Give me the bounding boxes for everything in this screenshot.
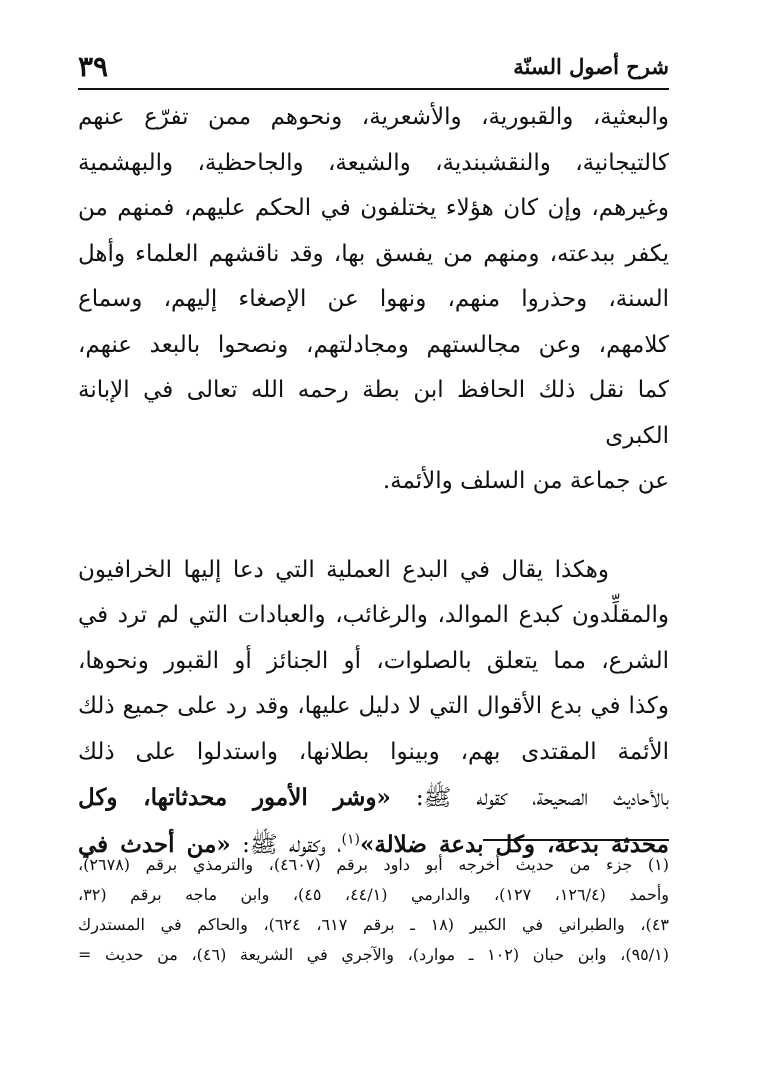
page-number: ٣٩ [78, 50, 109, 83]
footnote-line: وأحمد (١٢٦/٤، ١٢٧)، والدارمي (٤٤/١، ٤٥)، وابن ماجه برقم (٣٢، [78, 885, 670, 904]
text-line: عن جماعة من السلف والأئمة. [382, 468, 669, 494]
text-line: وغيرهم، وإن كان هؤلاء يختلفون في الحكم عليهم، فمنهم من [78, 195, 669, 221]
running-title: شرح أصول السنّة [513, 54, 669, 79]
footnote-line: (٩٥/١)، وابن حبان (١٠٢ ـ موارد)، والآجري في الشريعة (٤٦)، من حديث = [78, 945, 669, 964]
text-plain: بالأحاديث الصحيحة، كقوله ﷺ: [390, 785, 669, 811]
text-line: الشرع، مما يتعلق بالصلوات، أو الجنائز أو القبور ونحوها، [78, 647, 669, 674]
text-line [78, 775, 669, 822]
header-rule [78, 88, 669, 90]
text-line: السنة، وحذروا منهم، ونهوا عن الإصغاء إليهم، وسماع [78, 286, 669, 312]
hadith-quote: محدثة بدعة، وكل بدعة ضلالة» [359, 830, 669, 858]
hadith-quote: «وشر الأمور محدثاتها، وكل [78, 784, 391, 811]
footnote-line: (١) جزء من حديث أخرجه أبو داود برقم (٤٦٠٧)، والترمذي برقم (٢٦٧٨)، [78, 855, 669, 874]
text-line: كالتيجانية، والنقشبندية، والشيعة، والجاحظية، والبهشمية [78, 149, 669, 176]
text-line [78, 548, 669, 594]
text-line: والبعثية، والقبورية، والأشعرية، ونحوهم ممن تفرّع عنهم [78, 104, 669, 130]
text-line: والمقلِّدون كبدع الموالد، والرغائب، والعبادات التي لم ترد في [78, 602, 669, 628]
footnote-rule [483, 839, 669, 841]
footnote-ref: (١) [341, 830, 360, 847]
book-page [78, 38, 669, 1058]
text-plain: ، وكقوله ﷺ: [230, 831, 342, 858]
footnote-line: ٤٣)، والطبراني في الكبير (١٨ ـ برقم ٦١٧، ٦٢٤)، والحاكم في المستدرك [78, 915, 669, 934]
footnotes [78, 850, 669, 970]
hadith-quote: «من أحدث في [78, 830, 231, 858]
text-line: وكذا في بدع الأقوال التي لا دليل عليها، وقد رد على جميع ذلك [78, 693, 669, 719]
text-line: الأئمة المقتدى بهم، وبينوا بطلانها، واستدلوا على ذلك [78, 738, 669, 765]
page-header [78, 50, 669, 90]
text-line: كلامهم، وعن مجالستهم ومجادلتهم، ونصحوا بالبعد عنهم، [78, 331, 669, 358]
text-line-content: وهكذا يقال في البدع العملية التي دعا إليها الخرافيون [78, 556, 609, 583]
main-text [78, 95, 669, 868]
text-line: كما نقل ذلك الحافظ ابن بطة رحمه الله تعالى في الإبانة الكبرى [78, 377, 669, 449]
text-line: يكفر ببدعته، ومنهم من يفسق بها، وقد ناقشهم العلماء وأهل [78, 240, 669, 267]
